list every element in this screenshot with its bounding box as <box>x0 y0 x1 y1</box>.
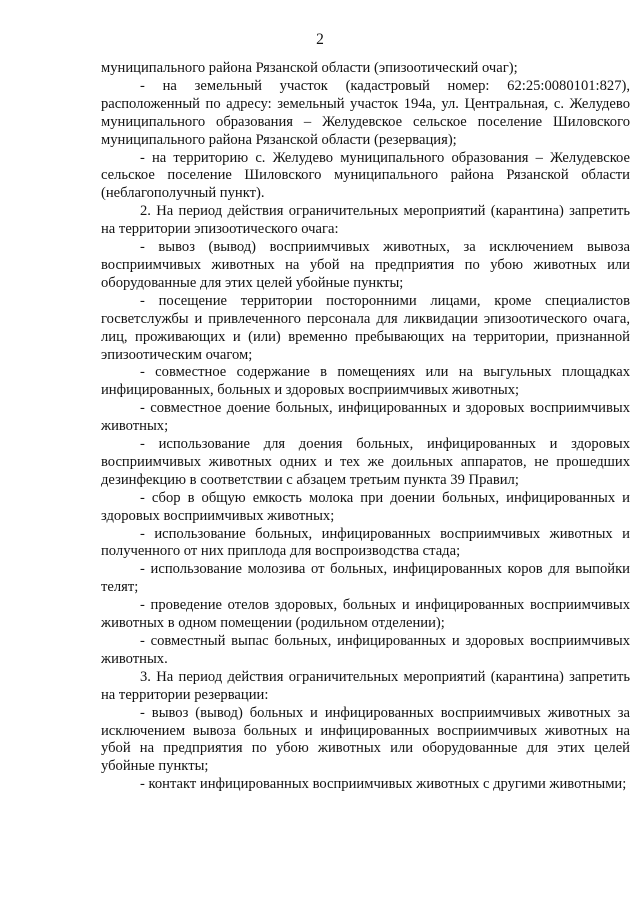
paragraph: - контакт инфицированных восприимчивых животных с другими животными; <box>140 776 627 793</box>
paragraph: - использование для доения больных, инфицированных и здоровых восприимчивых животных одних и тех же доильных аппаратов, не прошедших дезинфекцию в соответствии с абзацем третьим пункта 39 Правил; <box>101 436 630 488</box>
paragraph: - сбор в общую емкость молока при доении больных, инфицированных и здоровых восприимчивых животных; <box>101 489 630 524</box>
paragraph: 2. На период действия ограничительных мероприятий (карантина) запретить на территории эпизоотического очага: <box>101 203 630 238</box>
page-number: 2 <box>316 31 324 48</box>
paragraph: - использование больных, инфицированных восприимчивых животных и полученного от них приплода для воспроизводства стада; <box>101 525 630 560</box>
paragraph: 3. На период действия ограничительных мероприятий (карантина) запретить на территории резервации: <box>101 668 630 703</box>
paragraph: - на территорию с. Желудево муниципального образования – Желудевское сельское поселение Шиловского муниципального района Рязанской области (неблагополучный пункт). <box>101 149 630 202</box>
paragraph: - на земельный участок (кадастровый номер: 62:25:0080101:827), расположенный по адресу: земельный участок 194а, ул. Центральная, с. Желудево муниципального образования – Желудевское сельское поселение Шиловского муниципального района Рязанской области (резервация); <box>101 77 630 148</box>
paragraph: - проведение отелов здоровых, больных и инфицированных восприимчивых животных в одном помещении (родильном отделении); <box>101 597 630 632</box>
paragraph: - совместное доение больных, инфицированных и здоровых восприимчивых животных; <box>101 400 630 435</box>
paragraph: - совместный выпас больных, инфицированных и здоровых восприимчивых животных. <box>101 633 630 667</box>
paragraph: - вывоз (вывод) больных и инфицированных восприимчивых животных за исключением вывоза больных и инфицированных восприимчивых животных на убой на предприятия по убою животных или оборудованные для этих целей убойные пункты; <box>101 704 630 775</box>
paragraph: - использование молозива от больных, инфицированных коров для выпойки телят; <box>101 561 630 596</box>
paragraph: муниципального района Рязанской области (эпизоотический очаг); <box>101 60 518 76</box>
paragraph: - вывоз (вывод) восприимчивых животных, за исключением вывоза восприимчивых животных на убой на предприятия по убою животных или оборудованные для этих целей убойные пункты; <box>101 239 630 291</box>
paragraph: - посещение территории посторонними лицами, кроме специалистов госветслужбы и привлеченного персонала для ликвидации эпизоотического очага, лиц, проживающих и (или) временно пребывающих на территории, признанной эпизоотическим очагом; <box>101 292 630 363</box>
document-body <box>101 60 630 794</box>
paragraph: - совместное содержание в помещениях или на выгульных площадках инфицированных, больных и здоровых восприимчивых животных; <box>101 364 630 399</box>
